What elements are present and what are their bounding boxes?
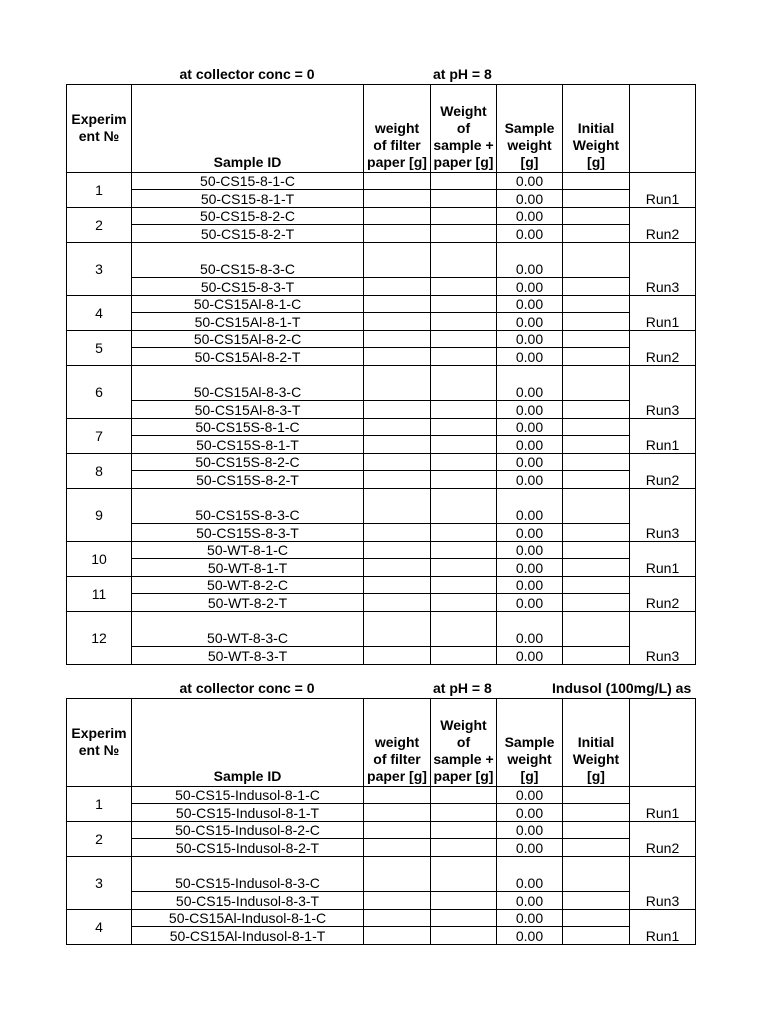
table-row (67, 419, 696, 436)
sample-plus-paper-weight-cell (431, 577, 497, 594)
sample-id-cell: 50-CS15-8-2-C (132, 208, 364, 225)
filter-paper-weight-cell (364, 857, 431, 892)
sample-id-cell: 50-CS15Al-8-3-C (132, 366, 364, 401)
table-row (67, 892, 696, 910)
table-header (67, 85, 696, 173)
sample-weight-cell: 0.00 (497, 647, 563, 665)
header-text-line: weight (374, 120, 420, 136)
sample-plus-paper-weight-cell (431, 366, 497, 401)
run-cell: Run1 (630, 173, 696, 208)
table-row (67, 296, 696, 313)
run-cell: Run2 (630, 454, 696, 489)
sample-weight-cell: 0.00 (497, 348, 563, 366)
table-row (67, 594, 696, 612)
sample-id-cell: 50-CS15Al-8-1-T (132, 313, 364, 331)
sample-plus-paper-weight-cell (431, 857, 497, 892)
header-text-line: Experim (71, 111, 127, 127)
table-row (67, 313, 696, 331)
table-row (67, 804, 696, 822)
sample-weight-cell: 0.00 (497, 577, 563, 594)
sample-weight-header (497, 699, 563, 787)
experiment-number-cell: 3 (67, 857, 132, 910)
sample-weight-cell: 0.00 (497, 594, 563, 612)
initial-weight-cell (563, 278, 630, 296)
sample-plus-paper-weight-cell (431, 401, 497, 419)
sample-plus-paper-weight-cell (431, 612, 497, 647)
sample-plus-paper-weight-cell (431, 927, 497, 945)
header-text-line: paper [g] (433, 768, 494, 784)
sample-plus-paper-weight-cell (431, 419, 497, 436)
run-cell: Run1 (630, 296, 696, 331)
table-row (67, 225, 696, 243)
initial-weight-cell (563, 243, 630, 278)
sample-id-cell: 50-CS15-8-2-T (132, 225, 364, 243)
sample-plus-paper-weight-cell (431, 296, 497, 313)
initial-weight-cell (563, 542, 630, 559)
initial-weight-cell (563, 559, 630, 577)
table-row (67, 839, 696, 857)
filter-paper-weight-cell (364, 419, 431, 436)
filter-paper-weight-cell (364, 594, 431, 612)
sample-weight-cell: 0.00 (497, 436, 563, 454)
run-cell: Run3 (630, 489, 696, 542)
sample-id-cell: 50-CS15-Indusol-8-2-T (132, 839, 364, 857)
sample-id-cell: 50-CS15S-8-1-C (132, 419, 364, 436)
header-text-line: [g] (587, 768, 605, 784)
table-row (67, 857, 696, 892)
sample-plus-paper-weight-cell (431, 559, 497, 577)
initial-weight-cell (563, 401, 630, 419)
sample-plus-paper-weight-cell (431, 647, 497, 665)
filter-paper-weight-cell (364, 208, 431, 225)
table-row (67, 927, 696, 945)
filter-paper-weight-cell (364, 454, 431, 471)
experiment-number-cell: 12 (67, 612, 132, 665)
sample-plus-paper-weight-cell (431, 331, 497, 348)
sample-weight-cell: 0.00 (497, 471, 563, 489)
initial-weight-cell (563, 296, 630, 313)
sample-id-cell: 50-CS15-Indusol-8-3-C (132, 857, 364, 892)
sample-plus-paper-weight-cell (431, 278, 497, 296)
initial-weight-cell (563, 173, 630, 190)
filter-paper-weight-cell (364, 647, 431, 665)
run-cell: Run1 (630, 542, 696, 577)
header-text-line: sample + (433, 751, 494, 767)
header-text-line: paper [g] (367, 768, 427, 784)
sample-weight-cell: 0.00 (497, 313, 563, 331)
experiment-number-cell: 4 (67, 910, 132, 945)
experiment-number-cell: 1 (67, 173, 132, 208)
table-row (67, 524, 696, 542)
sample-weight-cell: 0.00 (497, 804, 563, 822)
filter-paper-weight-cell (364, 243, 431, 278)
initial-weight-cell (563, 839, 630, 857)
sample-weights-table (66, 84, 696, 665)
header-text-line: weight (374, 734, 420, 750)
sample-id-cell: 50-CS15-Indusol-8-2-C (132, 822, 364, 839)
run-cell: Run1 (630, 787, 696, 822)
sample-weight-cell: 0.00 (497, 892, 563, 910)
filter-paper-weight-cell (364, 366, 431, 401)
filter-paper-weight-cell (364, 787, 431, 804)
run-header (630, 85, 696, 173)
ph-label: at pH = 8 (433, 680, 492, 696)
sample-id-cell: 50-WT-8-3-C (132, 612, 364, 647)
initial-weight-cell (563, 331, 630, 348)
experiment-number-cell: 9 (67, 489, 132, 542)
initial-weight-cell (563, 927, 630, 945)
filter-paper-weight-cell (364, 190, 431, 208)
filter-paper-weight-cell (364, 225, 431, 243)
sample-weight-cell: 0.00 (497, 419, 563, 436)
run-cell: Run1 (630, 910, 696, 945)
header-text-line: Sample ID (213, 154, 282, 170)
initial-weight-cell (563, 857, 630, 892)
sample-weight-cell: 0.00 (497, 489, 563, 524)
sample-plus-paper-weight-cell (431, 822, 497, 839)
initial-weight-cell (563, 436, 630, 454)
experiment-number-cell: 6 (67, 366, 132, 419)
filter-paper-weight-cell (364, 296, 431, 313)
header-text-line: [g] (520, 768, 539, 784)
sample-id-cell: 50-CS15Al-8-2-C (132, 331, 364, 348)
weights-section-2 (66, 680, 696, 980)
header-text-line: Weight (440, 717, 487, 733)
sample-weight-cell: 0.00 (497, 331, 563, 348)
header-text-line: Sample (504, 734, 555, 750)
sample-id-cell: 50-CS15Al-Indusol-8-1-C (132, 910, 364, 927)
run-cell: Run2 (630, 577, 696, 612)
collector-conc-label: at collector conc = 0 (179, 680, 315, 696)
header-text-line: paper [g] (433, 154, 494, 170)
sample-plus-paper-weight-cell (431, 208, 497, 225)
filter-paper-weight-cell (364, 822, 431, 839)
sample-plus-paper-weight-cell (431, 348, 497, 366)
sample-plus-paper-weight-cell (431, 542, 497, 559)
filter-paper-weight-cell (364, 612, 431, 647)
sample-id-cell: 50-CS15Al-8-2-T (132, 348, 364, 366)
filter-paper-weight-cell (364, 489, 431, 524)
experiment-number-cell: 4 (67, 296, 132, 331)
initial-weight-header (563, 699, 630, 787)
run-cell: Run3 (630, 857, 696, 910)
header-text-line: weight (507, 137, 552, 153)
header-text-line: Experim (71, 725, 127, 741)
initial-weight-cell (563, 366, 630, 401)
sample-id-header (132, 85, 364, 173)
header-text-line: of (456, 120, 471, 136)
filter-paper-weight-cell (364, 524, 431, 542)
sample-weight-cell: 0.00 (497, 401, 563, 419)
sample-plus-paper-weight-cell (431, 190, 497, 208)
table-row (67, 612, 696, 647)
sample-id-cell: 50-CS15Al-8-3-T (132, 401, 364, 419)
experiment-number-cell: 5 (67, 331, 132, 366)
table-row (67, 647, 696, 665)
sample-id-cell: 50-CS15-8-3-T (132, 278, 364, 296)
sample-id-cell: 50-CS15S-8-3-T (132, 524, 364, 542)
filter-paper-weight-cell (364, 839, 431, 857)
sample-id-cell: 50-CS15-8-1-C (132, 173, 364, 190)
table-row (67, 190, 696, 208)
run-header (630, 699, 696, 787)
initial-weight-cell (563, 348, 630, 366)
sample-weight-header (497, 85, 563, 173)
filter-paper-weight-cell (364, 401, 431, 419)
filter-paper-weight-header (364, 699, 431, 787)
initial-weight-cell (563, 225, 630, 243)
table-row (67, 208, 696, 225)
filter-paper-weight-cell (364, 173, 431, 190)
initial-weight-cell (563, 612, 630, 647)
filter-paper-weight-cell (364, 804, 431, 822)
initial-weight-cell (563, 647, 630, 665)
sample-weight-cell: 0.00 (497, 612, 563, 647)
table-row (67, 577, 696, 594)
initial-weight-cell (563, 313, 630, 331)
header-text-line: Sample (504, 120, 555, 136)
initial-weight-cell (563, 208, 630, 225)
initial-weight-cell (563, 577, 630, 594)
sample-weight-cell: 0.00 (497, 857, 563, 892)
sample-weight-cell: 0.00 (497, 225, 563, 243)
header-text-line: sample + (433, 137, 494, 153)
sample-id-cell: 50-CS15Al-8-1-C (132, 296, 364, 313)
initial-weight-cell (563, 804, 630, 822)
run-cell: Run2 (630, 822, 696, 857)
sample-id-cell: 50-WT-8-2-C (132, 577, 364, 594)
experiment-number-cell: 7 (67, 419, 132, 454)
sample-plus-paper-weight-cell (431, 225, 497, 243)
sample-plus-paper-weight-cell (431, 524, 497, 542)
sample-id-cell: 50-CS15S-8-1-T (132, 436, 364, 454)
sample-weight-cell: 0.00 (497, 296, 563, 313)
filter-paper-weight-cell (364, 313, 431, 331)
sample-id-cell: 50-CS15-8-3-C (132, 243, 364, 278)
experiment-number-cell: 10 (67, 542, 132, 577)
table-row (67, 787, 696, 804)
sample-weights-table (66, 698, 696, 945)
sample-weight-cell: 0.00 (497, 243, 563, 278)
run-cell: Run3 (630, 366, 696, 419)
ph-label: at pH = 8 (433, 66, 492, 82)
sample-plus-paper-weight-cell (431, 489, 497, 524)
sample-weight-cell: 0.00 (497, 927, 563, 945)
sample-id-cell: 50-WT-8-1-C (132, 542, 364, 559)
initial-weight-cell (563, 594, 630, 612)
experiment-number-cell: 1 (67, 787, 132, 822)
filter-paper-weight-cell (364, 436, 431, 454)
initial-weight-cell (563, 419, 630, 436)
sample-id-cell: 50-CS15-Indusol-8-1-T (132, 804, 364, 822)
sample-weight-cell: 0.00 (497, 366, 563, 401)
sample-id-cell: 50-WT-8-2-T (132, 594, 364, 612)
table-row (67, 401, 696, 419)
filter-paper-weight-cell (364, 542, 431, 559)
table-row (67, 489, 696, 524)
initial-weight-cell (563, 892, 630, 910)
initial-weight-cell (563, 524, 630, 542)
initial-weight-cell (563, 787, 630, 804)
experiment-header (67, 699, 132, 787)
run-cell: Run3 (630, 243, 696, 296)
sample-id-cell: 50-CS15-Indusol-8-1-C (132, 787, 364, 804)
filter-paper-weight-cell (364, 559, 431, 577)
filter-paper-weight-cell (364, 892, 431, 910)
table-row (67, 542, 696, 559)
filter-paper-weight-cell (364, 927, 431, 945)
sample-plus-paper-weight-cell (431, 173, 497, 190)
initial-weight-cell (563, 489, 630, 524)
header-row (67, 85, 696, 173)
sample-plus-paper-weight-header (431, 699, 497, 787)
initial-weight-cell (563, 471, 630, 489)
header-text-line: Sample ID (213, 768, 282, 784)
initial-weight-header (563, 85, 630, 173)
sample-weight-cell: 0.00 (497, 208, 563, 225)
filter-paper-weight-cell (364, 331, 431, 348)
table-row (67, 173, 696, 190)
sample-weight-cell: 0.00 (497, 559, 563, 577)
collector-conc-label: at collector conc = 0 (179, 66, 315, 82)
header-text-line: Weight (572, 137, 620, 153)
filter-paper-weight-cell (364, 278, 431, 296)
sample-weight-cell: 0.00 (497, 278, 563, 296)
table-body (67, 173, 696, 665)
sample-plus-paper-weight-cell (431, 910, 497, 927)
filter-paper-weight-header (364, 85, 431, 173)
sample-weight-cell: 0.00 (497, 787, 563, 804)
header-row (67, 699, 696, 787)
experiment-number-cell: 11 (67, 577, 132, 612)
sample-id-cell: 50-WT-8-3-T (132, 647, 364, 665)
table-row (67, 471, 696, 489)
initial-weight-cell (563, 822, 630, 839)
header-text-line: [g] (587, 154, 605, 170)
initial-weight-cell (563, 910, 630, 927)
sample-id-cell: 50-CS15S-8-3-C (132, 489, 364, 524)
sample-plus-paper-weight-cell (431, 839, 497, 857)
run-cell: Run1 (630, 419, 696, 454)
table-row (67, 910, 696, 927)
weights-section-1 (66, 66, 696, 666)
sample-id-cell: 50-WT-8-1-T (132, 559, 364, 577)
header-text-line: of filter (373, 751, 421, 767)
sample-plus-paper-weight-cell (431, 313, 497, 331)
table-row (67, 278, 696, 296)
header-text-line: Initial (577, 120, 615, 136)
header-text-line: ent № (78, 742, 120, 758)
experiment-number-cell: 3 (67, 243, 132, 296)
header-text-line: Weight (572, 751, 620, 767)
initial-weight-cell (563, 454, 630, 471)
sample-plus-paper-weight-cell (431, 804, 497, 822)
table-row (67, 243, 696, 278)
header-text-line: weight (507, 751, 552, 767)
sample-weight-cell: 0.00 (497, 173, 563, 190)
filter-paper-weight-cell (364, 910, 431, 927)
table-row (67, 366, 696, 401)
sample-plus-paper-weight-cell (431, 594, 497, 612)
sample-plus-paper-weight-cell (431, 892, 497, 910)
sample-weight-cell: 0.00 (497, 190, 563, 208)
experiment-number-cell: 2 (67, 208, 132, 243)
filter-paper-weight-cell (364, 471, 431, 489)
sample-plus-paper-weight-header (431, 85, 497, 173)
experiment-number-cell: 2 (67, 822, 132, 857)
sample-id-cell: 50-CS15S-8-2-T (132, 471, 364, 489)
initial-weight-cell (563, 190, 630, 208)
run-cell: Run3 (630, 612, 696, 665)
sample-id-header (132, 699, 364, 787)
table-row (67, 559, 696, 577)
table-header (67, 699, 696, 787)
sample-weight-cell: 0.00 (497, 822, 563, 839)
sample-id-cell: 50-CS15Al-Indusol-8-1-T (132, 927, 364, 945)
sample-weight-cell: 0.00 (497, 839, 563, 857)
experiment-header (67, 85, 132, 173)
sample-plus-paper-weight-cell (431, 471, 497, 489)
experiment-number-cell: 8 (67, 454, 132, 489)
sample-weight-cell: 0.00 (497, 454, 563, 471)
sample-id-cell: 50-CS15S-8-2-C (132, 454, 364, 471)
sample-plus-paper-weight-cell (431, 454, 497, 471)
header-text-line: paper [g] (367, 154, 427, 170)
filter-paper-weight-cell (364, 577, 431, 594)
table-row (67, 454, 696, 471)
indusol-note-label: Indusol (100mg/L) as (552, 680, 692, 696)
header-text-line: Weight (440, 103, 487, 119)
header-text-line: Initial (577, 734, 615, 750)
sample-weight-cell: 0.00 (497, 524, 563, 542)
filter-paper-weight-cell (364, 348, 431, 366)
sample-weight-cell: 0.00 (497, 542, 563, 559)
table-row (67, 436, 696, 454)
sample-plus-paper-weight-cell (431, 436, 497, 454)
sample-weight-cell: 0.00 (497, 910, 563, 927)
sample-plus-paper-weight-cell (431, 243, 497, 278)
run-cell: Run2 (630, 331, 696, 366)
table-row (67, 331, 696, 348)
header-text-line: [g] (520, 154, 539, 170)
header-text-line: of (456, 734, 471, 750)
sample-id-cell: 50-CS15-Indusol-8-3-T (132, 892, 364, 910)
sample-id-cell: 50-CS15-8-1-T (132, 190, 364, 208)
run-cell: Run2 (630, 208, 696, 243)
table-row (67, 822, 696, 839)
table-row (67, 348, 696, 366)
header-text-line: of filter (373, 137, 421, 153)
header-text-line: ent № (78, 128, 120, 144)
table-body (67, 787, 696, 945)
sample-plus-paper-weight-cell (431, 787, 497, 804)
